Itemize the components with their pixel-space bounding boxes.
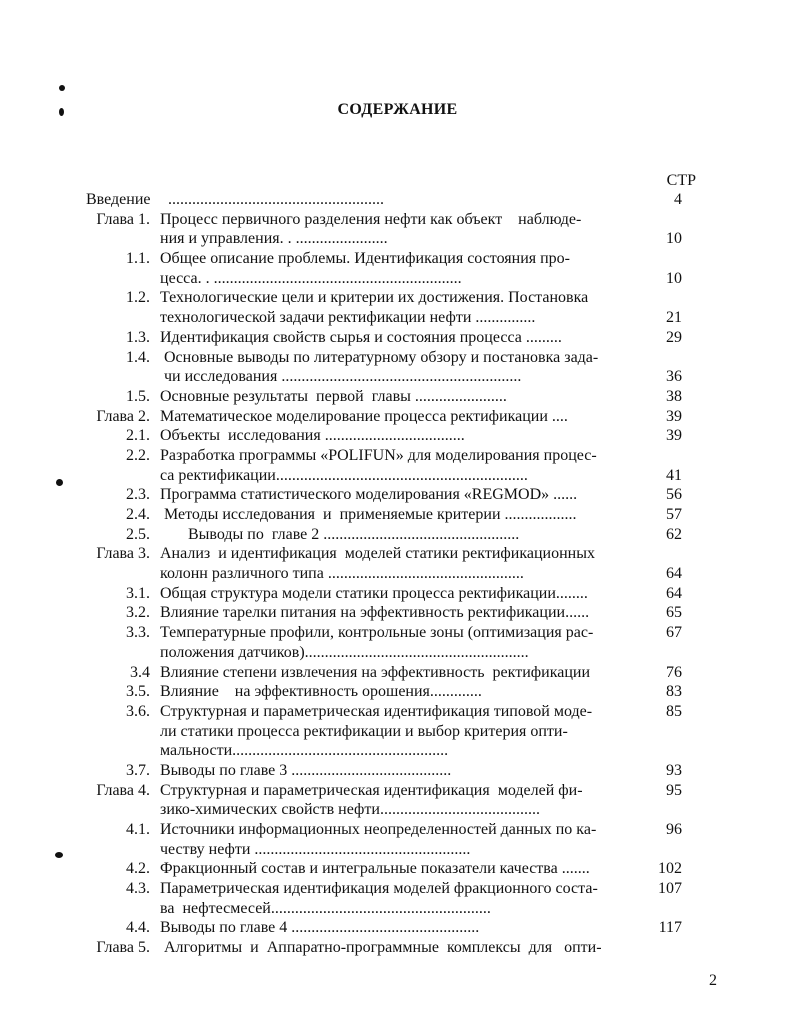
toc-entry-number: Введение	[86, 191, 151, 208]
toc-entry-page: 67	[666, 624, 682, 642]
toc-entry-number: Глава 2.	[96, 407, 150, 425]
toc-entry-text: Идентификация свойств сырья и состояния процесса .........	[160, 328, 562, 346]
toc-entry-page: 39	[666, 427, 682, 445]
toc-entry-text: Температурные профили, контрольные зоны (оптимизация рас-	[160, 624, 594, 642]
toc-entry-text: Математическое моделирование процесса ректификации ....	[160, 407, 568, 425]
toc-entry-page: 95	[666, 781, 682, 799]
toc-entry-number: 2.4.	[126, 506, 150, 523]
toc-entry-text: Влияние тарелки питания на эффективность ректификации......	[160, 604, 590, 622]
toc-line	[0, 348, 795, 368]
toc-entry-text: Основные выводы по литературному обзору и постановка зада-	[160, 348, 599, 366]
toc-entry-page: 10	[666, 269, 682, 287]
toc-entry-text: Методы исследования и применяемые критерии ..................	[160, 506, 577, 523]
toc-entry-number: 4.2.	[126, 860, 150, 878]
toc-entry-text: Структурная и параметрическая идентификация типовой моде-	[160, 702, 593, 720]
toc-entry-text: технологической задачи ректификации нефти ...............	[160, 309, 536, 327]
toc-entry-text: Общее описание проблемы. Идентификация состояния про-	[160, 250, 571, 268]
toc-line	[0, 505, 795, 525]
toc-line	[0, 859, 795, 879]
toc-line	[0, 269, 795, 289]
toc-entry-page: 64	[666, 565, 682, 583]
toc-entry-text: Программа статистического моделирования «REGMOD» ......	[160, 486, 578, 504]
toc-entry-number: 4.3.	[126, 880, 150, 898]
toc-line	[0, 879, 795, 899]
toc-entry-number: 1.4.	[126, 348, 150, 366]
toc-entry-text: ва нефтесмесей.......................................................	[160, 899, 491, 917]
toc-line	[0, 741, 795, 761]
toc-entry-number: Глава 1.	[96, 210, 150, 228]
toc-entry-text: Влияние степени извлечения на эффективность ректификации	[160, 663, 591, 681]
toc-entry-text: цесса. . ..............................................................	[160, 269, 462, 287]
toc-entry-page: 64	[666, 584, 682, 602]
toc-line	[0, 407, 795, 427]
toc-line	[0, 544, 795, 564]
toc-entry-text: ......................................................	[168, 191, 384, 208]
toc-entry-page: 117	[658, 919, 682, 937]
toc-entry-number: 3.6.	[126, 702, 150, 720]
toc-entry-text: Источники информационных неопределенностей данных по ка-	[160, 821, 597, 838]
toc-line	[0, 781, 795, 801]
toc-entry-number: 4.4.	[126, 919, 150, 937]
toc-line	[0, 387, 795, 407]
toc-line	[0, 603, 795, 623]
toc-entry-page: 65	[666, 604, 682, 622]
toc-line	[0, 525, 795, 545]
page-column-header: СТР	[666, 172, 696, 189]
toc-line	[0, 466, 795, 486]
toc-line	[0, 820, 795, 840]
toc-entry-number: 1.3.	[126, 328, 150, 346]
toc-entry-page: 85	[666, 702, 682, 720]
toc-line	[0, 210, 795, 230]
toc-entry-number: 2.3.	[126, 486, 150, 504]
toc-entry-number: Глава 5.	[96, 939, 150, 957]
toc-entry-text: ли статики процесса ректификации и выбор критерия опти-	[160, 722, 568, 740]
scan-speck-icon	[59, 108, 64, 116]
toc-line	[0, 249, 795, 269]
toc-entry-text: Анализ и идентификация моделей статики ректификационных	[160, 545, 595, 563]
toc-entry-number: 2.1.	[126, 427, 150, 445]
scan-speck-icon	[55, 852, 63, 858]
toc-entry-number: 3.2.	[126, 604, 150, 622]
toc-line	[0, 190, 795, 210]
toc-line	[0, 663, 795, 683]
toc-entry-text: Выводы по главе 2 .................................................	[160, 525, 520, 543]
toc-entry-page: 76	[666, 663, 682, 681]
toc-entry-text: честву нефти ......................................................	[160, 840, 471, 858]
toc-entry-text: Фракционный состав и интегральные показатели качества .......	[160, 860, 590, 878]
toc-line	[0, 229, 795, 249]
toc-entry-page: 4	[674, 191, 682, 208]
toc-entry-page: 57	[666, 506, 682, 523]
toc-entry-page: 102	[658, 860, 682, 878]
toc-entry-number: 3.3.	[126, 624, 150, 642]
toc-entry-page: 38	[666, 387, 682, 405]
toc-line	[0, 308, 795, 328]
toc-entry-page: 107	[658, 880, 682, 898]
toc-line	[0, 623, 795, 643]
toc-entry-text: Алгоритмы и Аппаратно-программные комплексы для опти-	[160, 939, 602, 957]
toc-line	[0, 761, 795, 781]
toc-entry-text: зико-химических свойств нефти........................................	[160, 801, 540, 819]
toc-entry-page: 93	[666, 761, 682, 779]
toc-line	[0, 899, 795, 919]
toc-entry-page: 21	[666, 309, 682, 327]
toc-entry-page: 10	[666, 230, 682, 248]
toc-line	[0, 564, 795, 584]
toc-line	[0, 446, 795, 466]
toc-entry-number: 2.2.	[126, 446, 150, 464]
toc-entry-page: 62	[666, 525, 682, 543]
toc-title: СОДЕРЖАНИЕ	[337, 101, 458, 118]
scan-speck-icon	[59, 85, 65, 91]
toc-entry-number: 3.7.	[126, 761, 150, 779]
toc-line	[0, 328, 795, 348]
toc-entry-text: Влияние на эффективность орошения.............	[160, 683, 482, 701]
toc-entry-text: Параметрическая идентификация моделей фракционного соста-	[160, 880, 598, 898]
toc-line	[0, 584, 795, 604]
toc-line	[0, 643, 795, 663]
toc-entry-number: Глава 3.	[96, 545, 150, 563]
toc-entry-number: Глава 4.	[96, 781, 150, 799]
scan-speck-icon	[56, 479, 63, 486]
toc-entry-text: мальности......................................................	[160, 742, 449, 760]
toc-entry-number: 3.4	[130, 663, 150, 681]
toc-entry-page: 29	[666, 328, 682, 346]
toc-entry-page: 36	[666, 368, 682, 386]
toc-entry-text: Технологические цели и критерии их достижения. Постановка	[160, 289, 589, 307]
toc-line	[0, 367, 795, 387]
toc-entry-text: Выводы по главе 4 ...............................................	[160, 919, 480, 937]
toc-entry-number: 1.5.	[126, 387, 150, 405]
toc-entry-text: Структурная и параметрическая идентификация моделей фи-	[160, 781, 583, 799]
toc-entry-text: са ректификации...............................................................	[160, 466, 528, 484]
toc-entry-number: 1.1.	[126, 250, 150, 268]
toc-entry-number: 4.1.	[126, 821, 150, 838]
toc-entry-number: 1.2.	[126, 289, 150, 307]
toc-entry-number: 2.5.	[126, 525, 150, 543]
toc-entry-page: 39	[666, 407, 682, 425]
toc-entry-page: 96	[666, 821, 682, 838]
toc-entry-page: 56	[666, 486, 682, 504]
toc-entry-page: 41	[666, 466, 682, 484]
toc-line	[0, 702, 795, 722]
toc-entry-number: 3.1.	[126, 584, 150, 602]
toc-line	[0, 485, 795, 505]
toc-line	[0, 722, 795, 742]
toc-line	[0, 840, 795, 860]
toc-entry-text: чи исследования ............................................................	[160, 368, 522, 386]
toc-entry-text: Объекты исследования ...................................	[160, 427, 465, 445]
toc-line	[0, 938, 795, 958]
toc-entry-page: 83	[666, 683, 682, 701]
toc-line	[0, 426, 795, 446]
toc-entry-text: Основные результаты первой главы .......................	[160, 387, 507, 405]
toc-entry-text: ния и управления. . .......................	[160, 230, 388, 248]
toc-line	[0, 288, 795, 308]
toc-line	[0, 918, 795, 938]
toc-entry-number: 3.5.	[126, 683, 150, 701]
page-number: 2	[709, 972, 717, 989]
toc-entry-text: Общая структура модели статики процесса ректификации........	[160, 584, 588, 602]
toc-entry-text: Разработка программы «POLIFUN» для моделирования процес-	[160, 446, 597, 464]
toc-entry-text: Выводы по главе 3 ........................................	[160, 761, 452, 779]
toc-entry-text: положения датчиков)........................................................	[160, 643, 529, 661]
toc-entry-text: Процесс первичного разделения нефти как объект наблюде-	[160, 210, 582, 228]
toc-line	[0, 800, 795, 820]
toc-line	[0, 682, 795, 702]
table-of-contents	[0, 190, 795, 958]
toc-entry-text: колонн различного типа .................................................	[160, 565, 524, 583]
